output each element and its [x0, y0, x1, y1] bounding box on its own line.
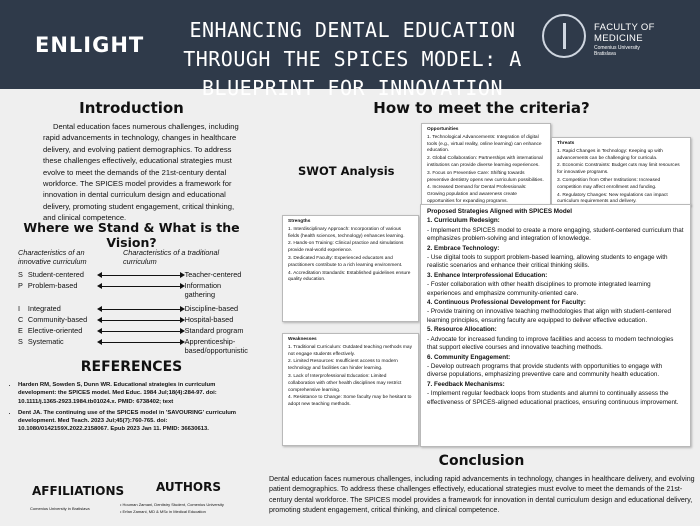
- faculty-block: [594, 22, 700, 57]
- row-letter: I: [18, 304, 21, 313]
- spices-table: [18, 248, 250, 355]
- table-row: [18, 337, 250, 355]
- row-traditional: Apprenticeship-based/opportunistic: [184, 337, 248, 355]
- strategy-text: - Advocate for increased funding to improve facilities and access to modern technologies that support elective courses and innovative teaching methods.: [427, 335, 674, 352]
- row-innovative: Systematic: [27, 337, 64, 346]
- row-innovative: Integrated: [27, 304, 61, 313]
- reference-item: • Harden RM, Sowden S, Dunn WR. Educational strategies in curriculum development: the SPICES model. Med Educ. 1984 Jul;18(4):284-97. doi: 10.1111/j.1365-2923.1984.tb01024.x. PMID: 6738402; text: [18, 381, 252, 406]
- opportunities-title: Opportunities: [427, 127, 459, 132]
- strategy-heading: 4. Continuous Professional Development for Faculty:: [427, 299, 586, 307]
- strategy-heading: 6. Community Engagement:: [427, 353, 511, 361]
- row-traditional: Discipline-based: [184, 304, 239, 313]
- conclusion-text: Dental education faces numerous challenges, including rapid advancements in technology, changes in healthcare delivery, and evolving patient demographics. To address these challenges effectively, educational strategies must evolve to meet the demands of the 21st-century dental workforce. The SPICES model provides a framework for innovation in dental curriculum design and educational delivery, promoting student engagement, critical thinking, and clinical competence.: [269, 475, 695, 515]
- row-innovative: Problem-based: [27, 281, 78, 290]
- double-arrow-icon: [97, 326, 184, 336]
- reference-item: • Dent JA. The continuing use of the SPICES model in 'SAVOURING' curriculum development. Med Teach. 2023 Jul;45(7):760-765. doi: 10.1080/0142159X.2022.2158067. Epub 2023 Jan 11. PMID: 36630613.: [18, 409, 252, 434]
- double-arrow-icon: [97, 281, 184, 291]
- threat-item: 4. Regulatory Changes: New regulations can impact curriculum requirements and delivery.: [557, 192, 668, 205]
- innovative-column-header: Characteristics of an innovative curriculum: [18, 248, 87, 266]
- row-innovative: Student-centered: [27, 270, 84, 279]
- opportunity-item: 2. Global Collaboration: Partnerships with international institutions can provide diverse learning experiences.: [427, 156, 543, 168]
- weakness-item: 2. Limited Resources: Insufficient access to modern technology and facilities can hinder learning.: [288, 359, 398, 372]
- row-letter: S: [18, 270, 23, 279]
- strategy-text: - Develop outreach programs that provide students with opportunities to engage with diverse populations, emphasizing preventive care and community health education.: [427, 362, 663, 379]
- authors-heading: AUTHORS: [156, 480, 221, 494]
- faculty-university: Comenius University: [594, 44, 640, 51]
- authors-list: [120, 501, 224, 515]
- proposed-title: Proposed Strategies Aligned with SPICES Model: [427, 208, 572, 215]
- row-traditional: Teacher-centered: [184, 270, 242, 279]
- strategy-heading: 3. Enhance Interprofessional Education:: [427, 271, 548, 279]
- strengths-box: [282, 215, 419, 322]
- double-arrow-icon: [97, 315, 184, 325]
- faculty-seal-icon: [542, 14, 586, 58]
- row-traditional: Information gathering: [184, 281, 222, 299]
- strategy-heading: 1. Curriculum Redesign:: [427, 217, 500, 225]
- row-letter: S: [18, 337, 23, 346]
- double-arrow-icon: [97, 270, 184, 280]
- author-item: • Houman Zamani, Dentistry Student, Comenius University: [120, 502, 224, 507]
- strategy-text: - Provide training on innovative teaching methodologies that align with student-centered learning principles, ensuring faculty are equipped to deliver effective education.: [427, 308, 671, 324]
- vision-heading: Where we Stand & What is the Vision?: [23, 220, 240, 250]
- row-letter: E: [18, 326, 23, 335]
- affiliations-heading: AFFILIATIONS: [32, 484, 125, 498]
- table-row: [18, 281, 250, 299]
- strategy-text: - Foster collaboration with other health disciplines to promote integrated learning experiences and emphasize community-oriented care.: [427, 281, 651, 297]
- double-arrow-icon: [97, 337, 184, 347]
- row-innovative: Community-based: [27, 315, 88, 324]
- threats-title: Threats: [557, 141, 575, 146]
- threat-item: 1. Rapid Changes in Technology: Keeping up with advancements can be challenging for curricula.: [557, 148, 663, 161]
- opportunity-item: 1. Technological Advancements: Integration of digital tools (e.g., virtual reality, online learning) can enhance education.: [427, 134, 542, 154]
- weaknesses-title: Weaknesses: [288, 337, 317, 342]
- strategy-heading: 2. Embrace Technology:: [427, 244, 500, 252]
- row-letter: C: [18, 315, 24, 324]
- row-innovative: Elective-oriented: [27, 326, 83, 335]
- table-row: [18, 326, 250, 337]
- opportunity-item: 3. Focus on Preventive Care: Shifting towards preventive dentistry opens new curriculum possibilities.: [427, 170, 544, 183]
- strategy-text: - Implement the SPICES model to create a more engaging, student-centered curriculum that emphasizes problem-solving and integration of knowledge.: [427, 226, 684, 243]
- references-list: [12, 381, 252, 437]
- row-traditional: Standard program: [184, 326, 244, 335]
- poster-title: ENHANCING DENTAL EDUCATION THROUGH THE SPICES MODEL: A BLUEPRINT FOR INNOVATION: [183, 18, 522, 100]
- strategy-heading: 7. Feedback Mechanisms:: [427, 380, 505, 388]
- strength-item: 4. Accreditation Standards: Established guidelines ensure quality education.: [288, 270, 411, 283]
- spices-table-header: [18, 248, 250, 266]
- table-row: [18, 304, 250, 315]
- proposed-strategies-box: [420, 204, 691, 447]
- weakness-item: 1. Traditional Curriculum: Outdated teaching methods may not engage students effectively.: [288, 344, 412, 357]
- threats-box: [551, 137, 691, 206]
- enlight-logo: ENLIGHT: [35, 33, 145, 57]
- threat-item: 3. Competition from Other Institutions: Increased competition may affect enrollment and funding.: [557, 177, 661, 190]
- traditional-column-header: Characteristics of a traditional curriculum: [123, 248, 220, 266]
- row-letter: P: [18, 281, 23, 290]
- faculty-name: FACULTY OF MEDICINE: [594, 22, 655, 45]
- double-arrow-icon: [97, 304, 184, 314]
- threat-item: 2. Economic Constraints: Budget cuts may limit resources for innovative programs.: [557, 163, 680, 176]
- criteria-heading: How to meet the criteria?: [373, 99, 590, 117]
- weaknesses-box: [282, 333, 419, 446]
- opportunity-item: 4. Increased Demand for Dental Professionals: Growing population and awareness create opportunities for expanding programs.: [427, 185, 527, 204]
- strategy-heading: 5. Resource Allocation:: [427, 326, 497, 334]
- strength-item: 3. Dedicated Faculty: Experienced educators and practitioners contribute to a rich learning environment.: [288, 255, 403, 268]
- strength-item: 2. Hands-on Training: Clinical practice and simulations provide real-world experience.: [288, 241, 404, 254]
- intro-heading: Introduction: [79, 99, 184, 117]
- table-row: [18, 315, 250, 326]
- author-item: • Erfan Zamani, MD & MSc in Medical Education: [120, 509, 206, 514]
- affiliations-text: Comenius University in Bratislava: [30, 506, 90, 511]
- faculty-city: Bratislava: [594, 50, 616, 57]
- weakness-item: 3. Lack of Interprofessional Education: Limited collaboration with other health disciplines may restrict comprehensive learning.: [288, 373, 402, 393]
- poster-header: [0, 0, 700, 100]
- weakness-item: 4. Resistance to Change: Some faculty may be hesitant to adopt new teaching methods.: [288, 395, 412, 408]
- references-heading: REFERENCES: [80, 359, 183, 375]
- row-traditional: Hospital-based: [184, 315, 234, 324]
- swot-label: SWOT Analysis: [298, 164, 395, 178]
- strengths-title: Strengths: [288, 219, 311, 224]
- conclusion-heading: Conclusion: [438, 453, 525, 469]
- strategy-text: - Implement regular feedback loops from students and alumni to continually assess the effectiveness of SPICES-aligned educational practices, ensuring continuous improvement.: [427, 390, 679, 406]
- intro-text: Dental education faces numerous challenges, including rapid advancements in technology, changes in healthcare delivery, and evolving patient demographics. To address these challenges effectively, educational strategies must evolve to meet the demands of the 21st-century dental workforce. The SPICES model provides a framework for innovation in dental curriculum design and educational delivery, promoting student engagement, critical thinking, and clinical competence.: [43, 122, 239, 223]
- table-row: [18, 270, 250, 281]
- strength-item: 1. Interdisciplinary Approach: Incorporation of various fields (health sciences, technology) enhances learning.: [288, 226, 405, 239]
- strategy-text: - Use digital tools to support problem-based learning, allowing students to engage with realistic scenarios and enhance their critical thinking skills.: [427, 254, 668, 270]
